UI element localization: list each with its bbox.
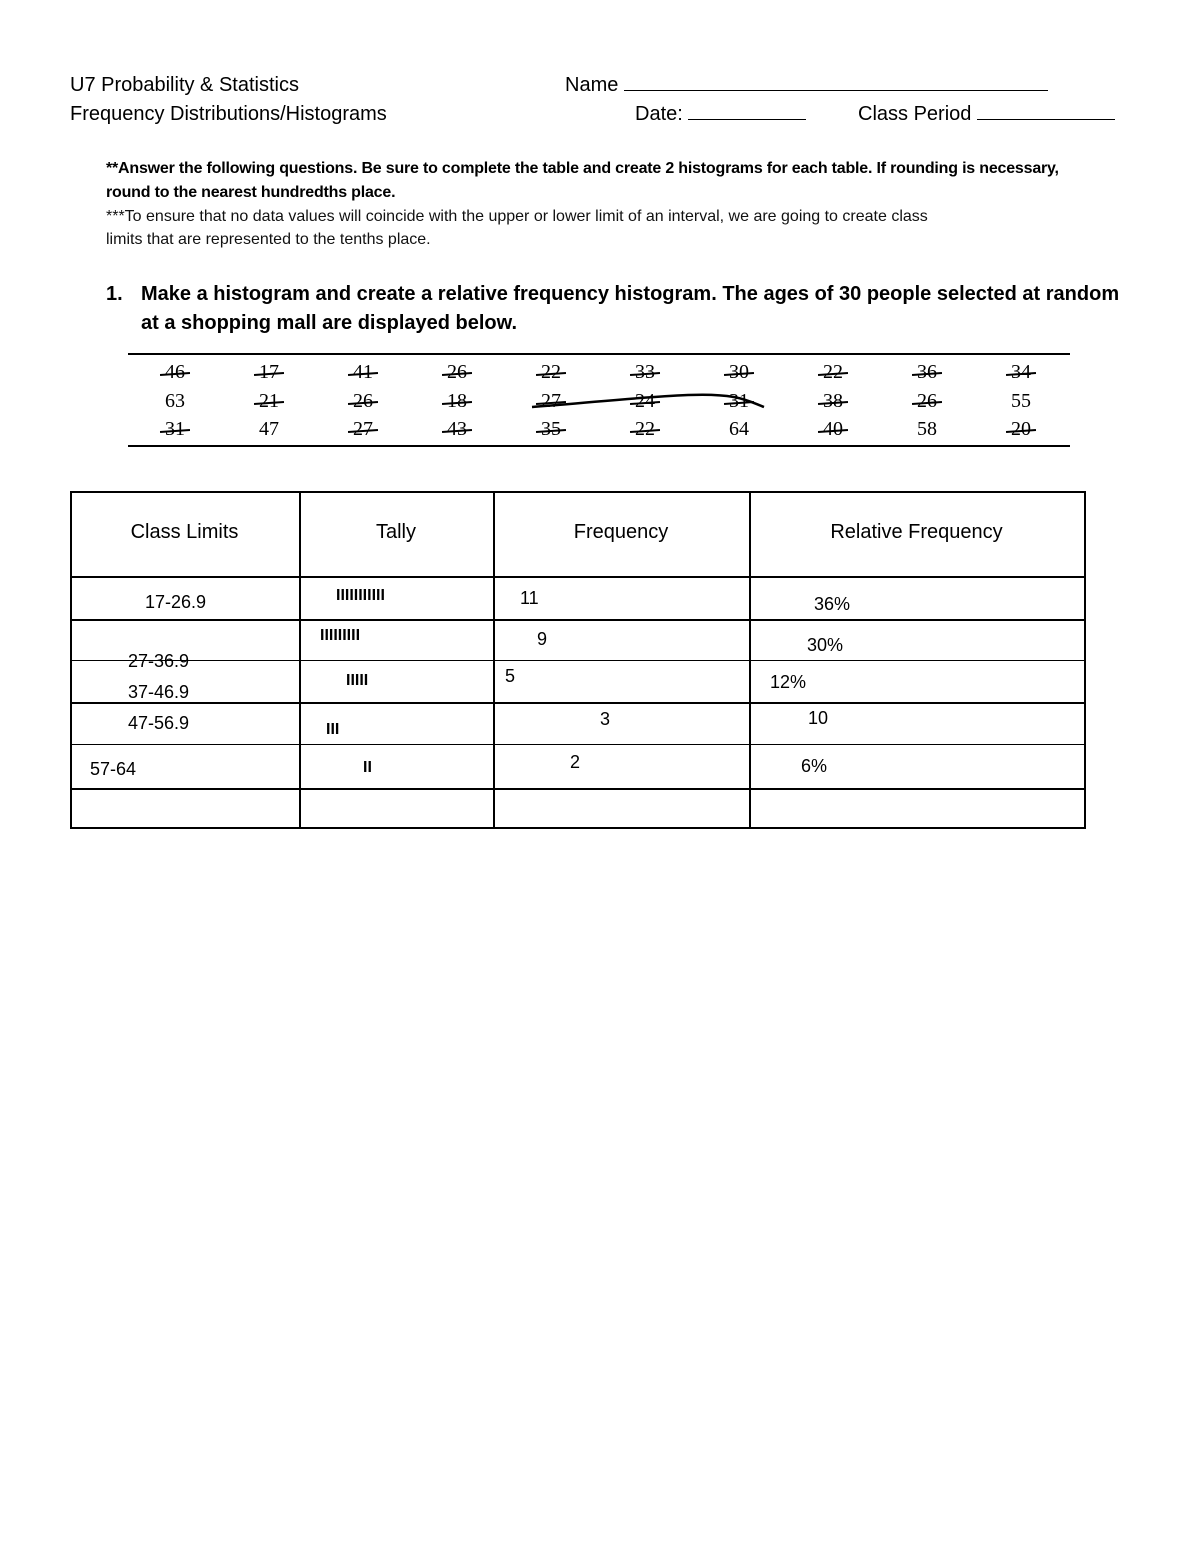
age-value: 55 xyxy=(1011,390,1031,412)
instruction-note-1: ***To ensure that no data values will coincide with the upper or lower limit of an interval, we are going to create class xyxy=(106,208,928,225)
header-relative-frequency: Relative Frequency xyxy=(830,521,1003,543)
tally-marks: IIIII xyxy=(346,672,369,689)
relative-frequency-value: 12% xyxy=(770,672,807,692)
age-value: 27 xyxy=(316,418,410,441)
age-value: 46 xyxy=(128,361,222,384)
question-text-2: at a shopping mall are displayed below. xyxy=(141,312,518,334)
instruction-note-2: limits that are represented to the tenths place. xyxy=(106,231,431,248)
relative-frequency-value: 36% xyxy=(814,594,851,614)
frequency-value: 5 xyxy=(505,666,516,686)
class-limit: 27-36.9 xyxy=(128,651,190,671)
age-value: 24 xyxy=(598,390,692,413)
age-value: 43 xyxy=(410,418,504,441)
table-row-divider xyxy=(70,576,1086,578)
frequency-value: 11 xyxy=(520,588,539,608)
question-number: 1. xyxy=(106,283,123,305)
instruction-bold-1: **Answer the following questions. Be sure to complete the table and create 2 histograms for each table. If rounding is necessary, xyxy=(106,160,1059,177)
age-value: 17 xyxy=(222,361,316,384)
table-row-divider xyxy=(70,788,1086,790)
name-field[interactable] xyxy=(565,74,1048,97)
age-value: 21 xyxy=(222,390,316,413)
age-value: 47 xyxy=(259,418,279,440)
topic-title: Frequency Distributions/Histograms xyxy=(70,103,387,125)
age-value: 22 xyxy=(786,361,880,384)
age-value: 38 xyxy=(786,390,880,413)
course-title: U7 Probability & Statistics xyxy=(70,74,299,96)
date-field[interactable] xyxy=(635,103,806,126)
tally-marks: IIIIIIIIIII xyxy=(336,587,385,604)
date-label: Date: xyxy=(635,103,683,125)
table-row-divider xyxy=(70,702,1086,704)
age-value: 40 xyxy=(786,418,880,441)
header-tally: Tally xyxy=(375,521,416,543)
table-border-top xyxy=(70,491,1086,493)
age-value: 63 xyxy=(165,390,185,412)
age-value: 58 xyxy=(917,418,937,440)
frequency-value: 2 xyxy=(570,752,581,772)
tally-marks: III xyxy=(326,721,340,738)
table-row-divider xyxy=(70,660,1086,661)
age-value: 22 xyxy=(598,418,692,441)
age-value: 64 xyxy=(729,418,749,440)
class-limit: 37-46.9 xyxy=(128,682,190,702)
frequency-value: 9 xyxy=(537,629,548,649)
age-value: 34 xyxy=(974,361,1068,384)
age-value: 31 xyxy=(128,418,222,441)
age-value: 30 xyxy=(692,361,786,384)
class-limit: 17-26.9 xyxy=(145,592,207,612)
age-value: 35 xyxy=(504,418,598,441)
header-class-limits: Class Limits xyxy=(130,521,239,543)
tally-marks: IIIIIIIII xyxy=(320,627,361,644)
age-value: 26 xyxy=(410,361,504,384)
period-field[interactable] xyxy=(858,103,1115,126)
relative-frequency-value: 30% xyxy=(807,635,844,655)
frequency-value: 3 xyxy=(600,709,611,729)
table-row-divider xyxy=(70,619,1086,621)
period-label: Class Period xyxy=(858,103,972,125)
age-value: 22 xyxy=(504,361,598,384)
ages-data-table xyxy=(128,353,1070,447)
handwritten-stroke xyxy=(528,393,768,413)
name-blank[interactable] xyxy=(624,74,1048,91)
name-label: Name xyxy=(565,74,619,96)
question-text-1: Make a histogram and create a relative frequency histogram. The ages of 30 people selected at random xyxy=(141,283,1120,305)
date-blank[interactable] xyxy=(688,103,806,120)
age-value: 33 xyxy=(598,361,692,384)
relative-frequency-value: 10 xyxy=(808,708,829,728)
age-value: 18 xyxy=(410,390,504,413)
period-blank[interactable] xyxy=(977,103,1115,120)
instruction-bold-2: round to the nearest hundredths place. xyxy=(106,184,396,201)
table-row-divider xyxy=(70,744,1086,745)
age-value: 20 xyxy=(974,418,1068,441)
table-border-bottom xyxy=(70,827,1086,829)
age-value: 41 xyxy=(316,361,410,384)
header-frequency: Frequency xyxy=(573,521,669,543)
age-value: 27 xyxy=(504,390,598,413)
relative-frequency-value: 6% xyxy=(801,756,828,776)
age-value: 36 xyxy=(880,361,974,384)
tally-marks: II xyxy=(363,759,372,776)
age-value: 26 xyxy=(316,390,410,413)
class-limit: 57-64 xyxy=(90,759,137,779)
frequency-table xyxy=(70,491,1086,829)
age-value: 31 xyxy=(692,390,786,413)
age-value: 26 xyxy=(880,390,974,413)
class-limit: 47-56.9 xyxy=(128,713,190,733)
